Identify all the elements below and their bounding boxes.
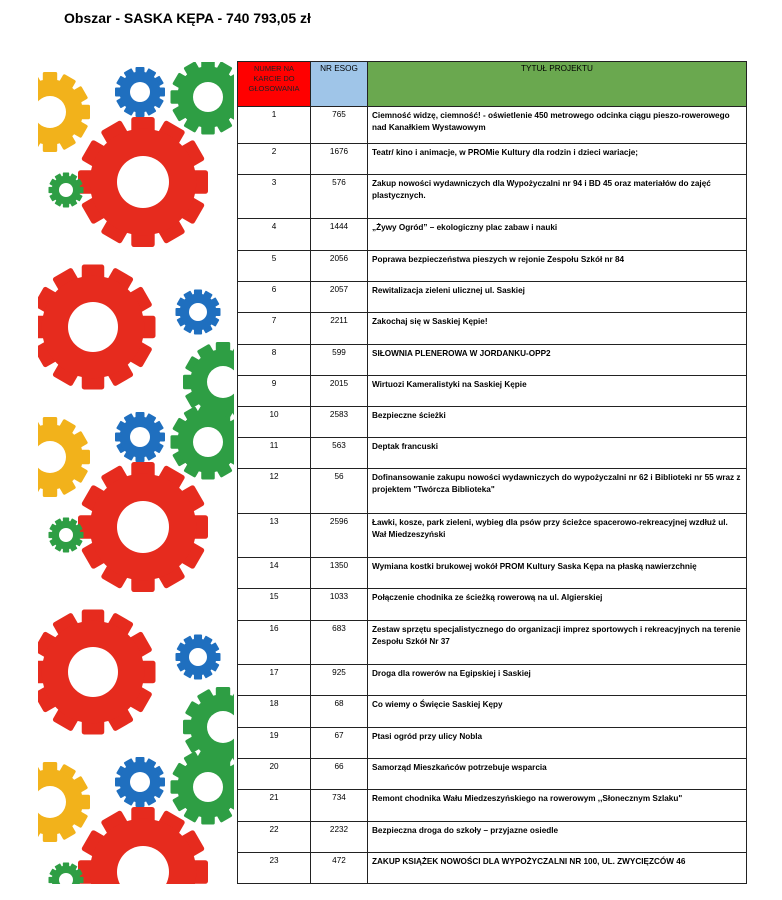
table-row [238, 558, 747, 589]
cell-number: 3 [238, 175, 311, 219]
cell-title: Wirtuozi Kameralistyki na Saskiej Kępie [368, 376, 747, 407]
col-header-esog: NR ESOG [311, 62, 368, 107]
cell-number: 14 [238, 558, 311, 589]
table-row [238, 621, 747, 665]
table-row [238, 438, 747, 469]
cell-title: Remont chodnika Wału Miedzeszyńskiego na rowerowym ,,Słonecznym Szlaku" [368, 790, 747, 822]
table-row [238, 407, 747, 438]
table-row [238, 219, 747, 251]
gears-illustration [38, 62, 234, 884]
table-row [238, 696, 747, 728]
table-row [238, 759, 747, 790]
table-row [238, 728, 747, 759]
table-row [238, 144, 747, 175]
cell-number: 12 [238, 469, 311, 514]
cell-number: 2 [238, 144, 311, 175]
cell-esog: 1676 [311, 144, 368, 175]
cell-esog: 2015 [311, 376, 368, 407]
cell-title: Bezpieczne ścieżki [368, 407, 747, 438]
cell-number: 22 [238, 822, 311, 853]
cell-title: Ławki, kosze, park zieleni, wybieg dla psów przy ścieżce spacerowo-rekreacyjnej wzdłuż ul. Wał Miedzeszyński [368, 514, 747, 558]
table-row [238, 282, 747, 313]
cell-esog: 925 [311, 665, 368, 696]
table-row [238, 853, 747, 884]
cell-number: 21 [238, 790, 311, 822]
cell-title: Dofinansowanie zakupu nowości wydawniczych do wypożyczalni nr 62 i Biblioteki nr 55 wraz z projektem "Twórcza Biblioteka" [368, 469, 747, 514]
cell-title: Zestaw sprzętu specjalistycznego do organizacji imprez sportowych i rekreacyjnych na terenie Zespołu Szkół Nr 37 [368, 621, 747, 665]
cell-number: 20 [238, 759, 311, 790]
cell-title: Zakup nowości wydawniczych dla Wypożyczalni nr 94 i BD 45 oraz materiałów do zajęć plastycznych. [368, 175, 747, 219]
cell-number: 10 [238, 407, 311, 438]
cell-esog: 1444 [311, 219, 368, 251]
table-row [238, 345, 747, 376]
cell-title: Połączenie chodnika ze ścieżką rowerową na ul. Algierskiej [368, 589, 747, 621]
cell-title: „Żywy Ogród” – ekologiczny plac zabaw i nauki [368, 219, 747, 251]
cell-number: 4 [238, 219, 311, 251]
col-header-number: NUMER NA KARCIE DO GŁOSOWANIA [238, 62, 311, 107]
cell-esog: 2211 [311, 313, 368, 345]
cell-esog: 599 [311, 345, 368, 376]
cell-title: Wymiana kostki brukowej wokół PROM Kultury Saska Kępa na płaską nawierzchnię [368, 558, 747, 589]
table-row [238, 514, 747, 558]
col-header-title: TYTUŁ PROJEKTU [368, 62, 747, 107]
cell-esog: 66 [311, 759, 368, 790]
cell-title: Poprawa bezpieczeństwa pieszych w rejonie Zespołu Szkół nr 84 [368, 251, 747, 282]
cell-number: 5 [238, 251, 311, 282]
cell-title: Deptak francuski [368, 438, 747, 469]
cell-title: SIŁOWNIA PLENEROWA W JORDANKU-OPP2 [368, 345, 747, 376]
cell-esog: 734 [311, 790, 368, 822]
cell-esog: 2596 [311, 514, 368, 558]
gears-decoration [38, 62, 234, 884]
cell-number: 13 [238, 514, 311, 558]
table-row [238, 313, 747, 345]
cell-title: Ptasi ogród przy ulicy Nobla [368, 728, 747, 759]
table-row [238, 175, 747, 219]
cell-esog: 67 [311, 728, 368, 759]
table-row [238, 790, 747, 822]
cell-number: 9 [238, 376, 311, 407]
cell-number: 11 [238, 438, 311, 469]
cell-number: 18 [238, 696, 311, 728]
table-row [238, 376, 747, 407]
cell-esog: 2056 [311, 251, 368, 282]
cell-title: Droga dla rowerów na Egipskiej i Saskiej [368, 665, 747, 696]
table-row [238, 251, 747, 282]
table-row [238, 589, 747, 621]
cell-title: Bezpieczna droga do szkoły – przyjazne osiedle [368, 822, 747, 853]
cell-esog: 472 [311, 853, 368, 884]
cell-esog: 2232 [311, 822, 368, 853]
cell-esog: 56 [311, 469, 368, 514]
cell-number: 16 [238, 621, 311, 665]
cell-esog: 68 [311, 696, 368, 728]
table-row [238, 665, 747, 696]
cell-esog: 576 [311, 175, 368, 219]
cell-esog: 765 [311, 107, 368, 144]
cell-number: 8 [238, 345, 311, 376]
cell-esog: 2057 [311, 282, 368, 313]
projects-table [237, 61, 747, 884]
table-row [238, 107, 747, 144]
cell-title: Co wiemy o Święcie Saskiej Kępy [368, 696, 747, 728]
cell-title: ZAKUP KSIĄŻEK NOWOŚCI DLA WYPOŻYCZALNI NR 100, UL. ZWYCIĘZCÓW 46 [368, 853, 747, 884]
cell-esog: 563 [311, 438, 368, 469]
cell-number: 1 [238, 107, 311, 144]
cell-number: 23 [238, 853, 311, 884]
cell-title: Rewitalizacja zieleni ulicznej ul. Saskiej [368, 282, 747, 313]
cell-number: 17 [238, 665, 311, 696]
cell-esog: 683 [311, 621, 368, 665]
table-row [238, 469, 747, 514]
cell-number: 15 [238, 589, 311, 621]
cell-esog: 1033 [311, 589, 368, 621]
cell-number: 6 [238, 282, 311, 313]
cell-number: 7 [238, 313, 311, 345]
cell-esog: 1350 [311, 558, 368, 589]
cell-title: Ciemność widzę, ciemność! - oświetlenie 450 metrowego odcinka ciągu pieszo-rowerowego nad Kanałkiem Wystawowym [368, 107, 747, 144]
cell-esog: 2583 [311, 407, 368, 438]
cell-number: 19 [238, 728, 311, 759]
cell-title: Samorząd Mieszkańców potrzebuje wsparcia [368, 759, 747, 790]
cell-title: Teatr/ kino i animacje, w PROMie Kultury dla rodzin i dzieci wariacje; [368, 144, 747, 175]
cell-title: Zakochaj się w Saskiej Kępie! [368, 313, 747, 345]
table-row [238, 822, 747, 853]
table-header-row [238, 62, 747, 107]
page-title: Obszar - SASKA KĘPA - 740 793,05 zł [64, 10, 311, 26]
